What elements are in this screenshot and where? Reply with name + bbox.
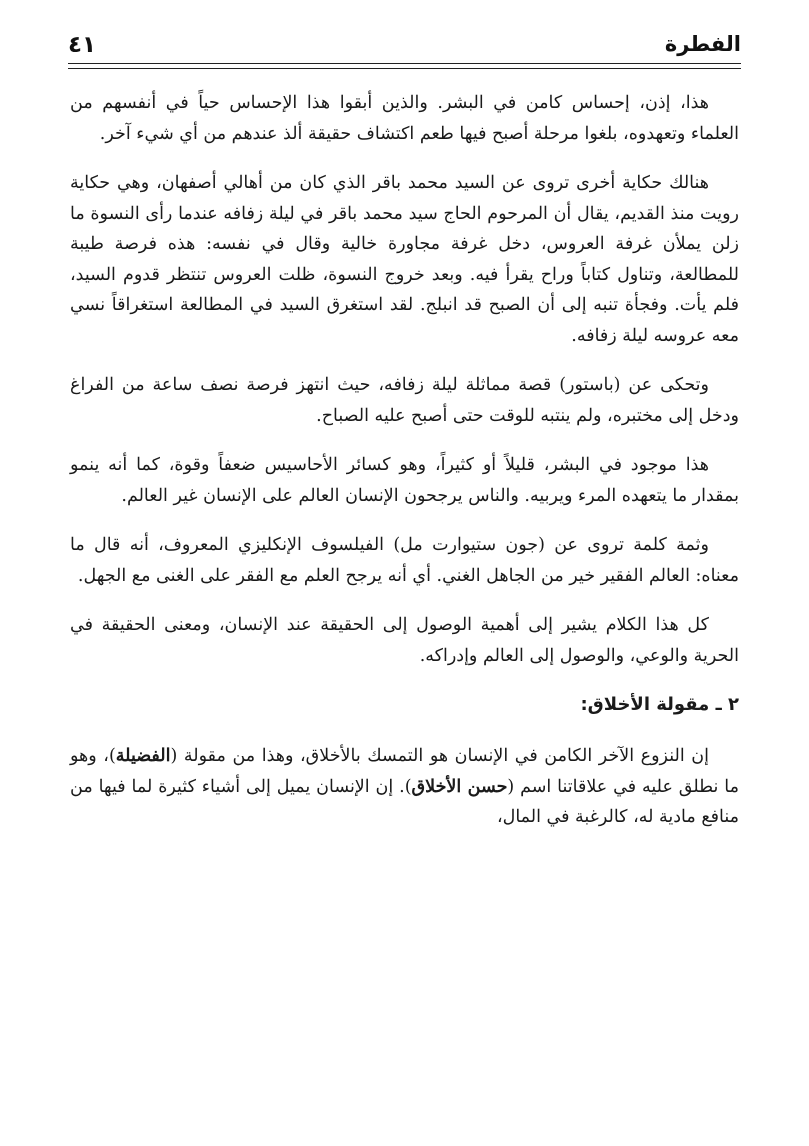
- header-rule-bottom: [68, 68, 741, 69]
- header-rule-top: [68, 63, 741, 64]
- paragraph-7-part-c: )، وهو ما نطلق عليه في علاقاتنا اسم (: [70, 746, 739, 797]
- paragraph-7-part-a: إن النزوع الآخر الكامن في الإنسان هو التمسك بالأخلاق، وهذا من مقولة (: [170, 746, 709, 766]
- paragraph-2: هنالك حكاية أخرى تروى عن السيد محمد باقر الذي كان من أهالي أصفهان، وهي حكاية رويت منذ القديم، يقال أن المرحوم الحاج سيد محمد باقر في ليلة زفافه عندما رأى النسوة ما زلن يملأن غرفة العروس، دخل غرفة مجاورة خالية وقال في نفسه: هذه فرصة طيبة للمطالعة، وتناول كتاباً وراح يقرأ فيه. وبعد خروج النسوة، ظلت العروس تنتظر قدوم السيد، فلم يأت. وفجأة تنبه إلى أن الصبح قد انبلج. لقد استغرق السيد في المطالعة استغراقاً نسي معه عروسه ليلة زفافه.: [70, 173, 739, 346]
- paragraph-7: [70, 741, 739, 833]
- paragraph-4: هذا موجود في البشر، قليلاً أو كثيراً، وهو كسائر الأحاسيس ضعفاً وقوة، كما أنه ينمو بمقدار ما يتعهده المرء ويربيه. والناس يرجحون الإنسان العالم على الإنسان غير العالم.: [70, 455, 739, 506]
- paragraph-5: وثمة كلمة تروى عن (جون ستيوارت مل) الفيلسوف الإنكليزي المعروف، أنه قال ما معناه: العالم الفقير خير من الجاهل الغني. أي أنه يرجح العلم مع الفقر على الغنى مع الجهل.: [70, 535, 739, 586]
- bold-term-good-manners: حسن الأخلاق: [411, 776, 508, 797]
- paragraph-1: هذا، إذن، إحساس كامن في البشر. والذين أبقوا هذا الإحساس حياً في أنفسهم من العلماء وتعهدوه، بلغوا مرحلة أصبح فيها طعم اكتشاف حقيقة ألذ عندهم من أي شيء آخر.: [70, 93, 739, 144]
- paragraph-7-part-e: ). إن الإنسان يميل إلى أشياء كثيرة لما فيها من منافع مادية له، كالرغبة في المال،: [70, 776, 739, 827]
- paragraph-3: وتحكى عن (باستور) قصة مماثلة ليلة زفافه، حيث انتهز فرصة نصف ساعة من الفراغ ودخل إلى مختبره، ولم ينتبه للوقت حتى أصبح عليه الصباح.: [70, 375, 739, 426]
- section-heading: ٢ ـ مقولة الأخلاق:: [580, 694, 739, 715]
- running-header: [68, 30, 741, 64]
- paragraph-6: كل هذا الكلام يشير إلى أهمية الوصول إلى الحقيقة عند الإنسان، ومعنى الحقيقة في الحرية والوعي، والوصول إلى العالم وإدراكه.: [70, 615, 739, 666]
- page-number: ٤١: [68, 32, 97, 58]
- bold-term-virtue: الفضيلة: [115, 746, 171, 766]
- chapter-title: الفطرة: [664, 32, 741, 56]
- page-body: [70, 88, 739, 852]
